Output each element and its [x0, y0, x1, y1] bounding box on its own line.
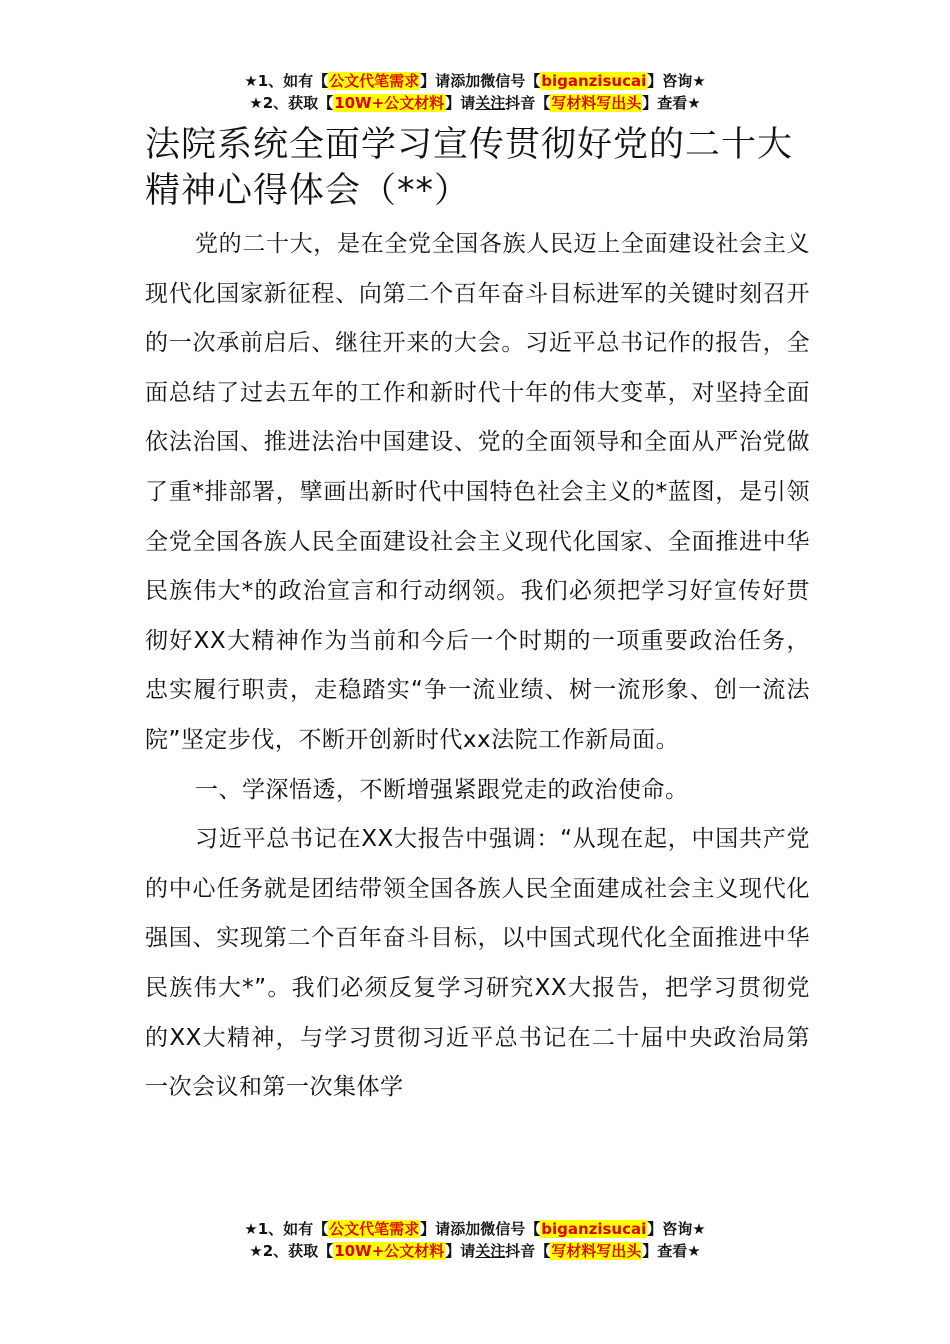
wechat-id: biganzisucai	[541, 72, 647, 90]
promo-emphasis: 添加	[450, 72, 481, 90]
promo-emphasis: 添加	[450, 1220, 481, 1238]
promo-line-1: ★1、如有【公文代笔需求】请添加微信号【biganzisucai】咨询★	[244, 1220, 706, 1238]
promo-highlight: 10W+公文材料	[334, 94, 445, 112]
document-body	[145, 122, 810, 1113]
promo-emphasis: 关注	[475, 94, 506, 112]
promo-line-1: ★1、如有【公文代笔需求】请添加微信号【biganzisucai】咨询★	[244, 72, 706, 90]
promo-emphasis: 关注	[475, 1242, 506, 1260]
douyin-account: 写材料写出头	[551, 94, 642, 112]
section-paragraph: 习近平总书记在XX大报告中强调：“从现在起，中国共产党的中心任务就是团结带领全国各族人民全面建成社会主义现代化强国、实现第二个百年奋斗目标，以中国式现代化全面推进中华民族伟大*”。我们必须反复学习研究XX大报告，把学习贯彻党的XX大精神，与学习贯彻习近平总书记在二十届中央政治局第一次会议和第一次集体学	[145, 826, 810, 1101]
intro-paragraph: 党的二十大，是在全党全国各族人民迈上全面建设社会主义现代化国家新征程、向第二个百年奋斗目标进军的关键时刻召开的一次承前启后、继往开来的大会。习近平总书记作的报告，全面总结了过去五年的工作和新时代十年的伟大变革，对坚持全面依法治国、推进法治中国建设、党的全面领导和全面从严治党做了重*排部署，擘画出新时代中国特色社会主义的*蓝图，是引领全党全国各族人民全面建设社会主义现代化国家、全面推进中华民族伟大*的政治宣言和行动纲领。我们必须把学习好宣传好贯彻好XX大精神作为当前和今后一个时期的一项重要政治任务，忠实履行职责，走稳踏实“争一流业绩、树一流形象、创一流法院”坚定步伐，不断开创新时代xx法院工作新局面。	[145, 231, 810, 753]
document-title: 法院系统全面学习宣传贯彻好党的二十大精神心得体会（**）	[145, 125, 794, 211]
promo-banner-top	[0, 70, 950, 114]
wechat-id: biganzisucai	[541, 1220, 647, 1238]
promo-highlight: 公文代笔需求	[329, 1220, 420, 1238]
promo-highlight: 10W+公文材料	[334, 1242, 445, 1260]
section-heading: 一、学深悟透，不断增强紧跟党走的政治使命。	[195, 776, 689, 803]
promo-line-2: ★2、获取【10W+公文材料】请关注抖音【写材料写出头】查看★	[249, 94, 701, 112]
promo-highlight: 公文代笔需求	[329, 72, 420, 90]
douyin-account: 写材料写出头	[551, 1242, 642, 1260]
promo-banner-bottom	[0, 1218, 950, 1262]
promo-line-2: ★2、获取【10W+公文材料】请关注抖音【写材料写出头】查看★	[249, 1242, 701, 1260]
